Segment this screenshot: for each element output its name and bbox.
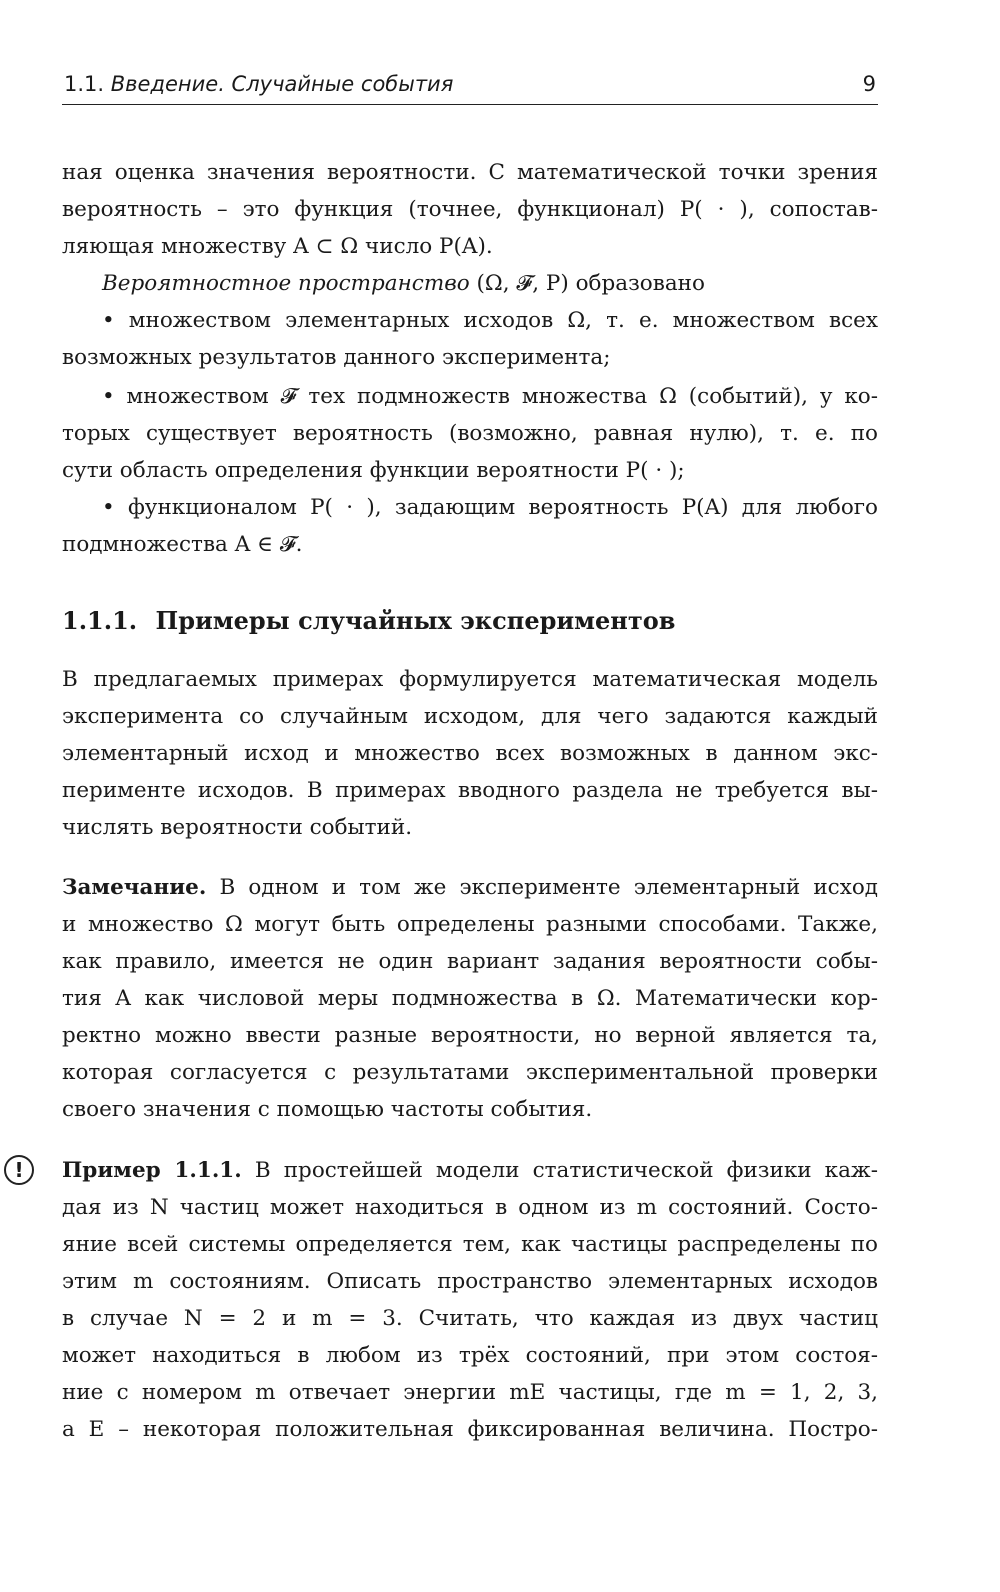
definition-term: Вероятностное пространство (102, 271, 470, 296)
attention-icon: ! (4, 1155, 34, 1185)
bullet-line: сути область определения функции вероятности P( · ); (62, 458, 685, 483)
remark-line: своего значения с помощью частоты события. (62, 1097, 593, 1122)
paragraph-line: В предлагаемых примерах формулируется математическая модель (62, 667, 878, 692)
definition-rest: (Ω, 𝓕, P) образовано (469, 271, 705, 296)
remark-line (62, 873, 878, 903)
example-line: этим m состояниям. Описать пространство элементарных исходов (62, 1269, 878, 1294)
paragraph-line: ляющая множеству A ⊂ Ω число P(A). (62, 234, 493, 259)
book-page (14, 0, 878, 1592)
example-line: а E – некоторая положительная фиксированная величина. Постро- (62, 1417, 878, 1442)
remark-line: которая согласуется с результатами экспериментальной проверки (62, 1060, 878, 1085)
subsection-title: Примеры случайных экспериментов (155, 606, 676, 635)
running-head (62, 70, 878, 105)
remark-text: В одном и том же эксперименте элементарный исход (206, 875, 878, 900)
remark-line: как правило, имеется не один вариант задания вероятности собы- (62, 949, 878, 974)
example-text: В простейшей модели статистической физики каж- (241, 1158, 878, 1183)
remark-line: ректно можно ввести разные вероятности, но верной является та, (62, 1023, 878, 1048)
paragraph-line: вероятность – это функция (точнее, функционал) P( · ), сопостав- (62, 197, 878, 222)
paragraph-line: эксперимента со случайным исходом, для чего задаются каждый (62, 704, 878, 729)
paragraph-line: ная оценка значения вероятности. С математической точки зрения (62, 160, 878, 185)
bullet-line: • функционалом P( · ), задающим вероятность P(A) для любого (102, 495, 878, 520)
remark-label: Замечание. (62, 875, 207, 900)
example-line (62, 1156, 878, 1186)
remark-line: тия A как числовой меры подмножества в Ω. Математически кор- (62, 986, 878, 1011)
remark-line: и множество Ω могут быть определены разными способами. Также, (62, 912, 878, 937)
page-number: 9 (862, 72, 876, 96)
bullet-line: • множеством 𝓕 тех подмножеств множества Ω (событий), у ко- (102, 384, 878, 409)
paragraph-line: элементарный исход и множество всех возможных в данном экс- (62, 741, 878, 766)
example-line: яние всей системы определяется тем, как частицы распределены по (62, 1232, 878, 1257)
example-label: Пример 1.1.1. (62, 1158, 242, 1183)
subsection-number: 1.1.1. (62, 606, 138, 635)
subsection-heading (62, 606, 675, 635)
section-title: Введение. Случайные события (110, 72, 454, 96)
bullet-line: • множеством элементарных исходов Ω, т. е. множеством всех (102, 308, 878, 333)
bullet-line: подмножества A ∈ 𝓕. (62, 532, 303, 557)
bullet-line: торых существует вероятность (возможно, равная нулю), т. е. по (62, 421, 878, 446)
example-line: может находиться в любом из трёх состояний, при этом состоя- (62, 1343, 878, 1368)
definition-line (62, 269, 878, 299)
example-line: дая из N частиц может находиться в одном из m состояний. Состо- (62, 1195, 878, 1220)
running-head-title (64, 72, 453, 96)
section-number: 1.1. (64, 72, 105, 96)
paragraph-line: числять вероятности событий. (62, 815, 413, 840)
example-line: ние с номером m отвечает энергии mE частицы, где m = 1, 2, 3, (62, 1380, 878, 1405)
paragraph-line: перименте исходов. В примерах вводного раздела не требуется вы- (62, 778, 878, 803)
bullet-line: возможных результатов данного эксперимента; (62, 345, 611, 370)
example-line: в случае N = 2 и m = 3. Считать, что каждая из двух частиц (62, 1306, 878, 1331)
